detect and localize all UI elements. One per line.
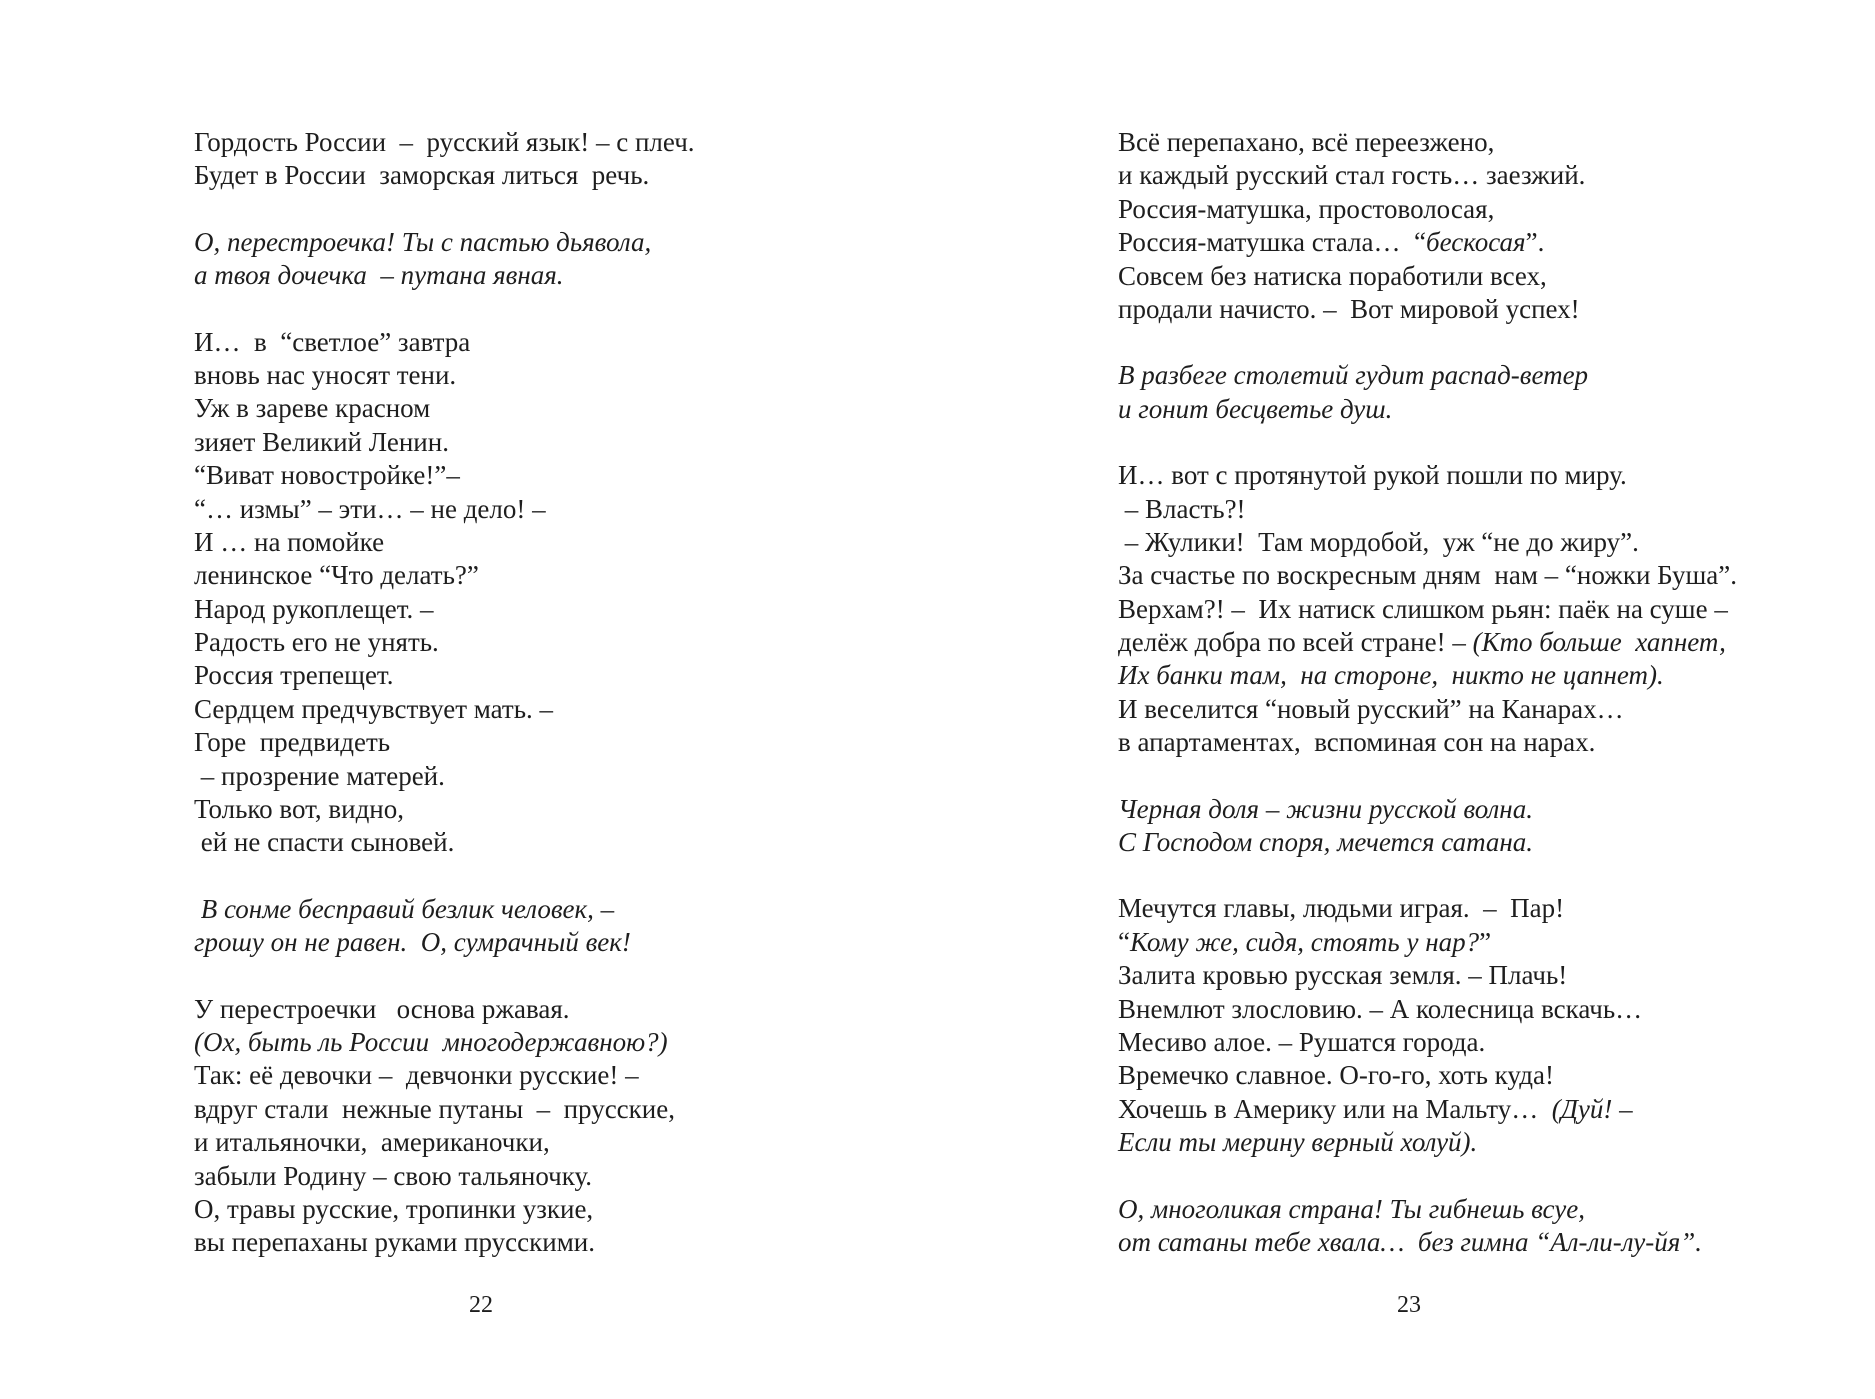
stanza xyxy=(194,126,1014,193)
verse-segment: Кому же, сидя, стоять у нар? xyxy=(1129,926,1480,957)
verse-line: вы перепаханы руками прусскими. xyxy=(194,1227,595,1258)
verse-line xyxy=(1118,1126,1858,1159)
verse-line xyxy=(1118,659,1858,692)
verse-segment: ” xyxy=(1479,926,1492,957)
verse-line: “… измы” – эти… – не дело! – xyxy=(194,493,546,524)
verse-line: Только вот, видно, xyxy=(194,794,405,825)
verse-line xyxy=(1118,293,1858,326)
stanza xyxy=(1118,1193,1858,1260)
verse-segment: делёж добра по всей стране! – xyxy=(1118,627,1473,658)
verse-line xyxy=(1118,126,1858,159)
verse-line xyxy=(1118,459,1858,492)
verse-line: У перестроечки основа ржавая. xyxy=(194,993,570,1024)
stanza xyxy=(1118,793,1858,860)
verse-line: Горе предвидеть xyxy=(194,727,391,758)
verse-line: и гонит бесцветье душ. xyxy=(1118,393,1393,424)
verse-line: О, многоликая страна! Ты гибнешь всуе, xyxy=(1118,1193,1586,1224)
verse-line xyxy=(1118,626,1858,659)
verse-line: Будет в России заморская литься речь. xyxy=(194,160,650,191)
verse-line xyxy=(1118,193,1858,226)
verse-line: грошу он не равен. О, сумрачный век! xyxy=(194,927,631,958)
verse-line: Уж в зареве красном xyxy=(194,393,431,424)
left-page xyxy=(194,126,1014,1293)
verse-line xyxy=(1118,1059,1858,1092)
verse-line: от сатаны тебе хвала… без гимна “Ал-ли-лу-йя”. xyxy=(1118,1226,1703,1257)
verse-line: Радость его не унять. xyxy=(194,627,439,658)
stanza xyxy=(194,993,1014,1260)
verse-line: – прозрение матерей. xyxy=(194,760,445,791)
verse-line: и итальяночки, американочки, xyxy=(194,1127,550,1158)
verse-segment: Их банки там, на стороне, никто не цапнет). xyxy=(1118,660,1664,691)
verse-segment: ”. xyxy=(1525,227,1545,258)
verse-segment: Верхам?! – Их натиск слишком рьян: паёк на суше – xyxy=(1118,593,1728,624)
verse-line xyxy=(1118,726,1858,759)
verse-line: (Ох, быть ль России многодержавною?) xyxy=(194,1026,668,1057)
stanza xyxy=(194,326,1014,860)
verse-segment: – Жулики! Там мордобой, уж “не до жиру”. xyxy=(1118,526,1639,557)
verse-line: зияет Великий Ленин. xyxy=(194,426,449,457)
verse-line: Так: её девочки – девчонки русские! – xyxy=(194,1060,639,1091)
verse-line: С Господом споря, мечется сатана. xyxy=(1118,827,1534,858)
verse-segment: И… вот с протянутой рукой пошли по миру. xyxy=(1118,460,1627,491)
stanza xyxy=(1118,359,1858,426)
verse-line xyxy=(1118,226,1858,259)
verse-line xyxy=(1118,526,1858,559)
verse-segment: и каждый русский стал гость… заезжий. xyxy=(1118,160,1586,191)
verse-line xyxy=(1118,993,1858,1026)
verse-line xyxy=(1118,959,1858,992)
verse-line: И … на помойке xyxy=(194,526,385,557)
right-page xyxy=(1118,126,1858,1292)
verse-segment: бескосая xyxy=(1425,227,1526,258)
verse-line xyxy=(1118,892,1858,925)
verse-segment: Мечутся главы, людьми играя. – Пар! xyxy=(1118,893,1565,924)
stanza xyxy=(194,226,1014,293)
verse-segment: Россия-матушка стала… “ xyxy=(1118,227,1426,258)
verse-line: а твоя дочечка – путана явная. xyxy=(194,260,564,291)
verse-line xyxy=(1118,1093,1858,1126)
verse-segment: в апартаментах, вспоминая сон на нарах. xyxy=(1118,727,1596,758)
verse-line: Россия трепещет. xyxy=(194,660,394,691)
verse-line xyxy=(1118,1026,1858,1059)
verse-line: вновь нас уносят тени. xyxy=(194,359,457,390)
stanza xyxy=(194,893,1014,960)
verse-segment: Внемлют злословию. – А колесница вскачь… xyxy=(1118,993,1643,1024)
verse-line xyxy=(1118,926,1858,959)
verse-segment: Залита кровью русская земля. – Плачь! xyxy=(1118,960,1568,991)
verse-segment: Если ты мерину верный холуй). xyxy=(1118,1127,1478,1158)
verse-line xyxy=(1118,260,1858,293)
stanza xyxy=(1118,126,1858,326)
verse-line: О, перестроечка! Ты с пастью дьявола, xyxy=(194,226,652,257)
verse-segment: Совсем без натиска поработили всех, xyxy=(1118,260,1547,291)
verse-segment: – Власть?! xyxy=(1118,493,1246,524)
verse-segment: Времечко славное. О-го-го, хоть куда! xyxy=(1118,1060,1554,1091)
verse-line xyxy=(1118,159,1858,192)
verse-line: В сонме бесправий безлик человек, – xyxy=(194,893,615,924)
page-number-left: 22 xyxy=(469,1292,493,1318)
verse-line: Сердцем предчувствует мать. – xyxy=(194,693,554,724)
verse-line: Народ рукоплещет. – xyxy=(194,593,434,624)
page-number-right: 23 xyxy=(1397,1292,1421,1318)
verse-line: ленинское “Что делать?” xyxy=(194,560,479,591)
verse-line: О, травы русские, тропинки узкие, xyxy=(194,1193,594,1224)
verse-line xyxy=(1118,559,1858,592)
verse-line: ей не спасти сыновей. xyxy=(194,827,455,858)
stanza xyxy=(1118,892,1858,1159)
stanza xyxy=(1118,459,1858,760)
verse-line xyxy=(1118,593,1858,626)
verse-segment: Месиво алое. – Рушатся города. xyxy=(1118,1026,1486,1057)
verse-line: вдруг стали нежные путаны – прусские, xyxy=(194,1093,675,1124)
verse-segment: (Дуй! – xyxy=(1551,1093,1633,1124)
verse-line: забыли Родину – свою тальяночку. xyxy=(194,1160,593,1191)
verse-segment: продали начисто. – Вот мировой успех! xyxy=(1118,293,1580,324)
verse-segment: И веселится “новый русский” на Канарах… xyxy=(1118,693,1624,724)
verse-line xyxy=(1118,693,1858,726)
verse-segment: “ xyxy=(1118,926,1130,957)
verse-line: И… в “светлое” завтра xyxy=(194,326,471,357)
verse-segment: (Кто больше хапнет, xyxy=(1472,627,1726,658)
verse-segment: Россия-матушка, простоволосая, xyxy=(1118,193,1495,224)
verse-line: Черная доля – жизни русской волна. xyxy=(1118,793,1533,824)
verse-line: “Виват новостройке!”– xyxy=(194,460,460,491)
verse-segment: За счастье по воскресным дням нам – “ножки Буша”. xyxy=(1118,560,1737,591)
verse-line: В разбеге столетий гудит распад-ветер xyxy=(1118,360,1589,391)
verse-line xyxy=(1118,493,1858,526)
verse-line: Гордость России – русский язык! – с плеч. xyxy=(194,127,695,157)
verse-segment: Хочешь в Америку или на Мальту… xyxy=(1118,1093,1552,1124)
verse-segment: Всё перепахано, всё переезжено, xyxy=(1118,127,1495,157)
